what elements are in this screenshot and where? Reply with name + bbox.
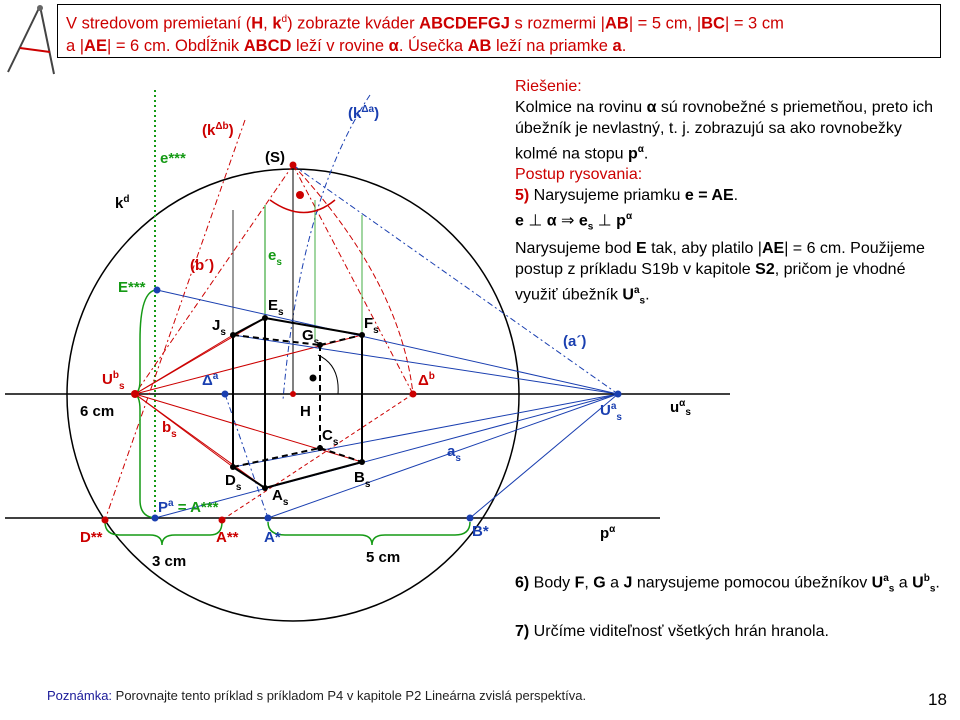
label-Eee: E*** [118,279,146,296]
label-bs: $b_s$ [162,419,177,440]
label-Cs: $C_s$ [322,427,339,448]
label-Es: $E_s$ [268,297,284,318]
label-Gs: $G_s$ [302,327,320,348]
label-Ass: A** [216,529,239,546]
label-Bs: $B_s$ [354,469,371,490]
label-eee: e*** [160,150,186,167]
footnote: Poznámka: Porovnajte tento príklad s príkladom P4 v kapitole P2 Lineárna zvislá perspektíva. [47,688,587,703]
delta-a-line [225,394,268,518]
steps-6-7 [515,568,945,642]
label-ualpha: $u^\alpha_s$ [670,398,691,418]
right-angle-arc [318,355,338,394]
label-es: $e_s$ [268,247,282,268]
label-Uas: $U^a_s$ [600,401,622,423]
solution-paragraph: Kolmice na rovinu α sú rovnobežné s priemetňou, preto ich úbežník je nevlastný, t. j. zobrazujú sa ako rovnobežky kolmé na stopu $p^\alpha$. [515,99,934,163]
label-S: (S) [265,149,285,166]
label-delta-a: $\Delta^a$ [202,371,219,389]
bracket-6cm [133,290,157,518]
step-5: 5) Narysujeme priamku e = AE. [515,187,739,205]
ubs-to-Gs [135,335,362,394]
Bstar-to-Uas [470,394,618,518]
perp-statement: e ⊥ α ⇒ $e_s$ ⊥ $p^\alpha$ [515,211,633,233]
label-5cm: 5 cm [366,549,401,566]
step-6: 6) Body F, G a J narysujeme pomocou úbežníkov $U^a_s$ a $U^b_s$. [515,573,940,595]
label-Ubs: $U^b_s$ [102,370,125,392]
label-kdb: $(k^{\Delta b})$ [202,121,234,139]
label-As: $A_s$ [272,487,289,508]
label-H: H [300,403,311,420]
label-as: $a_s$ [447,443,461,464]
label-Js: $J_s$ [212,317,226,338]
label-kd: $k^d$ [115,194,130,212]
solution-heading: Riešenie: [515,78,582,95]
page-number: 18 [928,690,947,709]
As-to-Uas [155,394,618,518]
Ds-to-Uas [233,394,618,467]
as-line [268,394,618,518]
task-line-1: V stredovom premietaní (H, $k^d$) zobrazte kváder ABCDEFGJ s rozmermi |AB| = 5 cm, |BC| = 3 cm [66,14,784,33]
label-Fs: $F_s$ [364,315,379,336]
label-kda: $(k^{\Delta a})$ [348,104,380,122]
bracket-3cm [105,522,222,545]
label-delta-b: $\Delta^b$ [418,371,435,389]
cuboid [233,318,362,488]
label-palpha: $p^\alpha$ [600,524,616,542]
postup-heading: Postup rysovania: [515,166,643,184]
task-line-2: a |AE| = 6 cm. Obdĺžnik ABCD leží v rovine α. Úsečka AB leží na priamke a. [66,36,627,55]
step-7: 7) Určíme viditeľnosť všetkých hrán hranola. [515,622,829,640]
label-Astar: A* [264,529,281,546]
label-Pa: $P^a = A***$ [158,498,219,516]
solution-text [515,76,945,311]
label-bprime: (b´) [190,257,215,274]
step-5b: Narysujeme bod E tak, aby platilo |AE| = 6 cm. Použijeme postup z príkladu S19b v kapitole S2, pričom je vhodné využiť úbežník $U^a_s$. [515,239,925,307]
label-Dss: D** [80,529,103,546]
label-6cm: 6 cm [80,403,115,420]
bracket-5cm [268,522,470,545]
compass-logo-icon [8,5,54,74]
label-Bstar: B* [472,523,489,540]
label-Ds: $D_s$ [225,472,242,493]
task-statement [57,4,941,58]
kdb-line [135,165,293,394]
label-aprime: (a´) [563,333,587,350]
label-3cm: 3 cm [152,553,187,570]
